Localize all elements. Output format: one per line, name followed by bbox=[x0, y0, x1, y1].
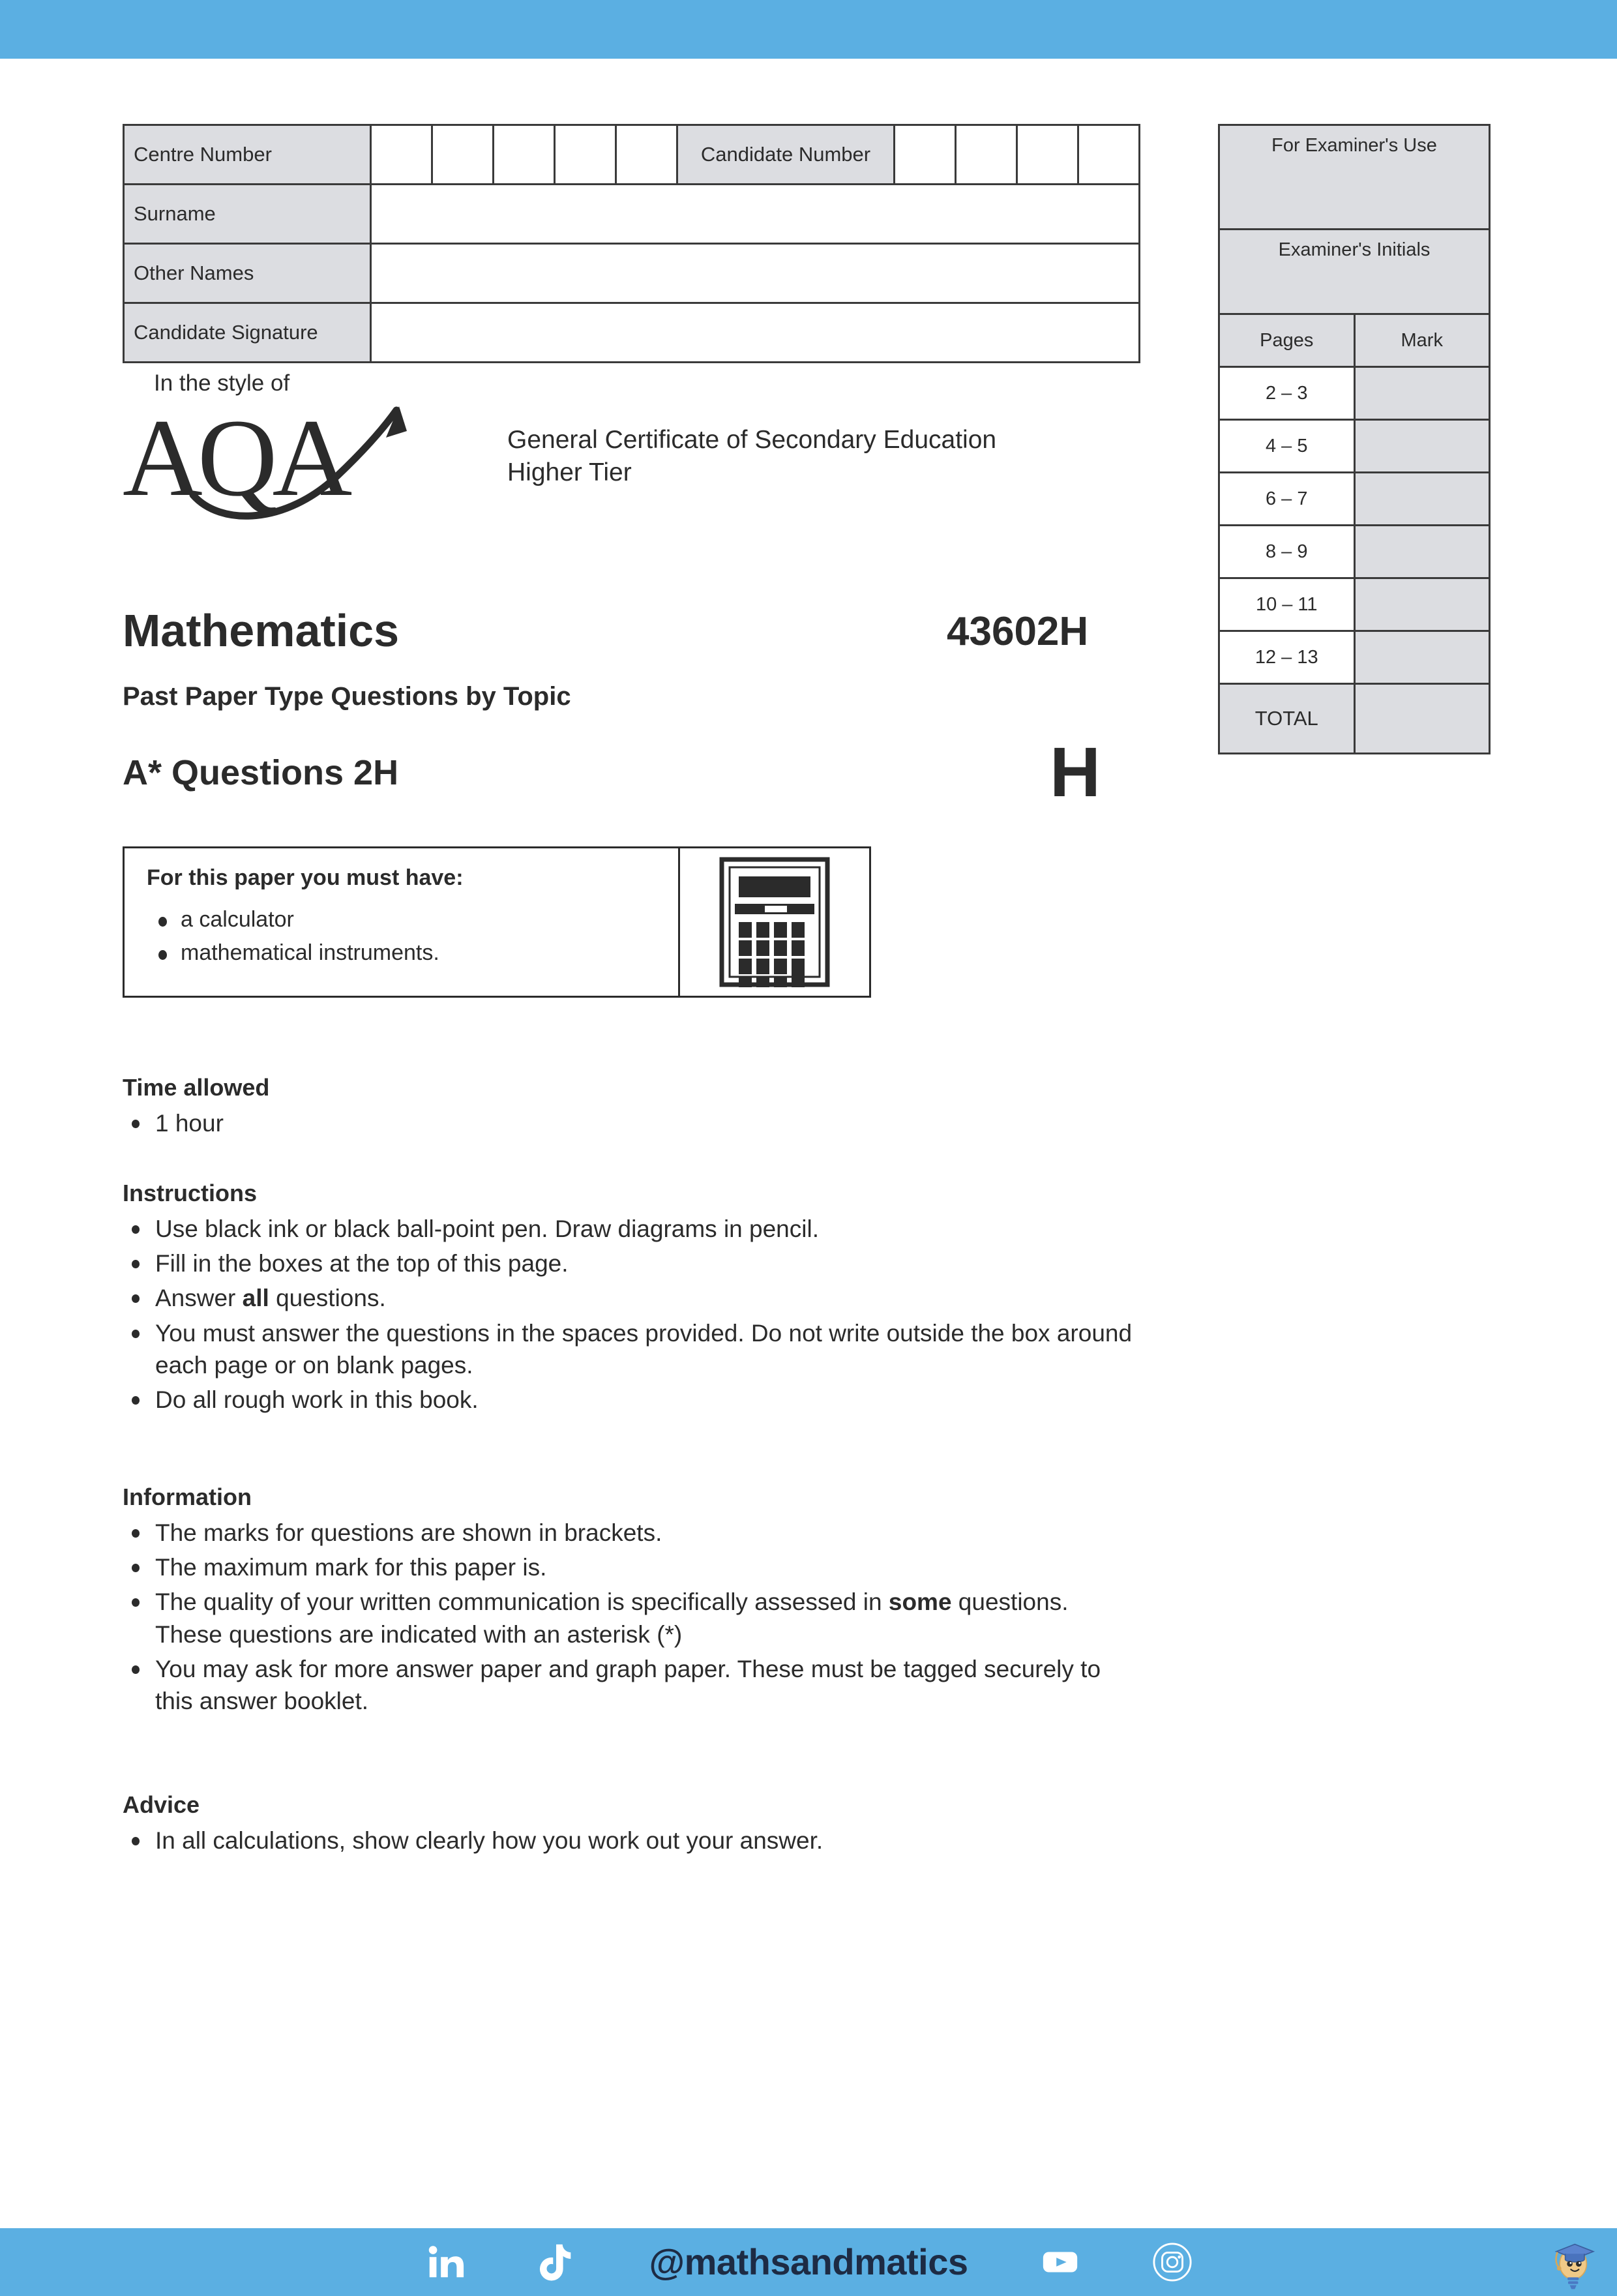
qualification-lines bbox=[507, 424, 996, 489]
list-item: In all calculations, show clearly how you work out your answer. bbox=[123, 1825, 1140, 1856]
centre-number-box[interactable] bbox=[494, 125, 555, 185]
instructions-list bbox=[123, 1213, 1140, 1416]
surname-label: Surname bbox=[124, 185, 371, 244]
advice-heading: Advice bbox=[123, 1791, 200, 1818]
page-range-cell: 10 – 11 bbox=[1219, 578, 1355, 631]
advice-list bbox=[123, 1825, 1140, 1856]
info-emphasis-some: some bbox=[888, 1588, 952, 1616]
required-equipment-box bbox=[123, 846, 871, 998]
examiners-use-table bbox=[1218, 124, 1491, 754]
table-row bbox=[124, 303, 1140, 363]
instructions-heading: Instructions bbox=[123, 1180, 258, 1206]
mark-entry-cell[interactable] bbox=[1354, 526, 1490, 578]
table-row bbox=[124, 185, 1140, 244]
time-allowed-heading: Time allowed bbox=[123, 1074, 270, 1101]
mark-column-header: Mark bbox=[1354, 314, 1490, 367]
time-allowed-list bbox=[123, 1107, 1140, 1139]
in-style-of-label: In the style of bbox=[154, 370, 290, 396]
examiners-initials-label: Examiner's Initials bbox=[1219, 230, 1490, 314]
mark-entry-cell[interactable] bbox=[1354, 420, 1490, 473]
footer-social-row bbox=[0, 2228, 1617, 2296]
social-handle: @mathsandmatics bbox=[649, 2241, 968, 2282]
centre-number-label: Centre Number bbox=[124, 125, 371, 185]
instruction-emphasis-all: all bbox=[242, 1285, 269, 1312]
youtube-icon[interactable] bbox=[1040, 2242, 1080, 2282]
mark-entry-cell[interactable] bbox=[1354, 631, 1490, 684]
list-item bbox=[123, 1282, 1140, 1314]
candidate-signature-field[interactable] bbox=[371, 303, 1140, 363]
tiktok-icon[interactable] bbox=[537, 2242, 577, 2282]
table-row bbox=[124, 244, 1140, 303]
tier-letter: H bbox=[1050, 732, 1101, 811]
list-item: The marks for questions are shown in brackets. bbox=[123, 1517, 1140, 1549]
information-heading: Information bbox=[123, 1483, 252, 1510]
list-item: Do all rough work in this book. bbox=[123, 1384, 1140, 1416]
page-range-cell: 12 – 13 bbox=[1219, 631, 1355, 684]
time-allowed-section bbox=[123, 1076, 1140, 1139]
info-quality-prefix: The quality of your written communication is specifically assessed in bbox=[155, 1588, 889, 1616]
qualification-line-1: General Certificate of Secondary Education bbox=[507, 426, 997, 454]
centre-number-box[interactable] bbox=[432, 125, 494, 185]
centre-number-box[interactable] bbox=[616, 125, 677, 185]
qualification-line-2: Higher Tier bbox=[507, 458, 632, 486]
aqa-logo-icon bbox=[123, 397, 514, 524]
mark-entry-cell[interactable] bbox=[1354, 367, 1490, 420]
surname-field[interactable] bbox=[371, 185, 1140, 244]
centre-number-box[interactable] bbox=[555, 125, 616, 185]
list-item bbox=[123, 1586, 1140, 1650]
page-range-cell: 8 – 9 bbox=[1219, 526, 1355, 578]
list-item: You may ask for more answer paper and graph paper. These must be tagged securely to this answer booklet. bbox=[123, 1653, 1140, 1717]
question-set-title: A* Questions 2H bbox=[123, 753, 399, 792]
aqa-logo-block bbox=[123, 372, 514, 524]
centre-number-box[interactable] bbox=[371, 125, 432, 185]
list-item: a calculator bbox=[147, 903, 678, 936]
table-row bbox=[1219, 230, 1490, 314]
advice-section bbox=[123, 1793, 1140, 1856]
other-names-field[interactable] bbox=[371, 244, 1140, 303]
exam-paper-cover bbox=[0, 59, 1617, 2228]
top-brand-bar bbox=[0, 0, 1617, 59]
candidate-number-box[interactable] bbox=[1017, 125, 1078, 185]
linkedin-icon[interactable] bbox=[424, 2242, 465, 2282]
paper-subtitle: Past Paper Type Questions by Topic bbox=[123, 682, 571, 711]
table-row bbox=[1219, 526, 1490, 578]
instruction-answer-suffix: questions. bbox=[269, 1285, 386, 1312]
examiners-use-title: For Examiner's Use bbox=[1219, 125, 1490, 230]
equipment-list bbox=[147, 903, 678, 970]
candidate-number-box[interactable] bbox=[956, 125, 1017, 185]
other-names-label: Other Names bbox=[124, 244, 371, 303]
list-item: You must answer the questions in the spaces provided. Do not write outside the box around each page or on blank pages. bbox=[123, 1317, 1140, 1381]
equipment-text bbox=[125, 848, 678, 996]
information-section bbox=[123, 1485, 1140, 1717]
list-item: 1 hour bbox=[123, 1107, 1140, 1139]
graduate-lightbulb-logo bbox=[1544, 2235, 1600, 2291]
list-item: Use black ink or black ball-point pen. Draw diagrams in pencil. bbox=[123, 1213, 1140, 1245]
subject-title: Mathematics bbox=[123, 605, 400, 656]
table-row bbox=[1219, 631, 1490, 684]
list-item: Fill in the boxes at the top of this page. bbox=[123, 1247, 1140, 1279]
paper-code: 43602H bbox=[947, 609, 1089, 654]
list-item: mathematical instruments. bbox=[147, 936, 678, 970]
table-row bbox=[1219, 684, 1490, 754]
page-range-cell: 6 – 7 bbox=[1219, 473, 1355, 526]
mark-entry-cell[interactable] bbox=[1354, 473, 1490, 526]
table-row bbox=[1219, 473, 1490, 526]
list-item: The maximum mark for this paper is. bbox=[123, 1551, 1140, 1583]
total-label: TOTAL bbox=[1219, 684, 1355, 754]
total-mark-cell[interactable] bbox=[1354, 684, 1490, 754]
table-row bbox=[1219, 314, 1490, 367]
table-row bbox=[124, 125, 1140, 185]
calculator-icon-panel bbox=[678, 848, 869, 996]
instagram-icon[interactable] bbox=[1152, 2242, 1193, 2282]
candidate-number-box[interactable] bbox=[1078, 125, 1140, 185]
svg-text:AQA: AQA bbox=[123, 397, 348, 519]
calculator-icon bbox=[719, 857, 830, 987]
info-quality-suffix: questions. These questions are indicated with an asterisk (*) bbox=[155, 1588, 1069, 1648]
table-row bbox=[1219, 125, 1490, 230]
table-row bbox=[1219, 367, 1490, 420]
page-range-cell: 2 – 3 bbox=[1219, 367, 1355, 420]
candidate-number-box[interactable] bbox=[895, 125, 956, 185]
instruction-answer-prefix: Answer bbox=[155, 1285, 243, 1312]
candidate-signature-label: Candidate Signature bbox=[124, 303, 371, 363]
candidate-number-label: Candidate Number bbox=[677, 125, 895, 185]
information-list bbox=[123, 1517, 1140, 1717]
table-row bbox=[1219, 420, 1490, 473]
page-range-cell: 4 – 5 bbox=[1219, 420, 1355, 473]
equipment-heading: For this paper you must have: bbox=[147, 865, 464, 890]
pages-column-header: Pages bbox=[1219, 314, 1355, 367]
instructions-section bbox=[123, 1182, 1140, 1416]
bottom-brand-bar bbox=[0, 2228, 1617, 2296]
mark-entry-cell[interactable] bbox=[1354, 578, 1490, 631]
table-row bbox=[1219, 578, 1490, 631]
candidate-details-table bbox=[123, 124, 1140, 363]
